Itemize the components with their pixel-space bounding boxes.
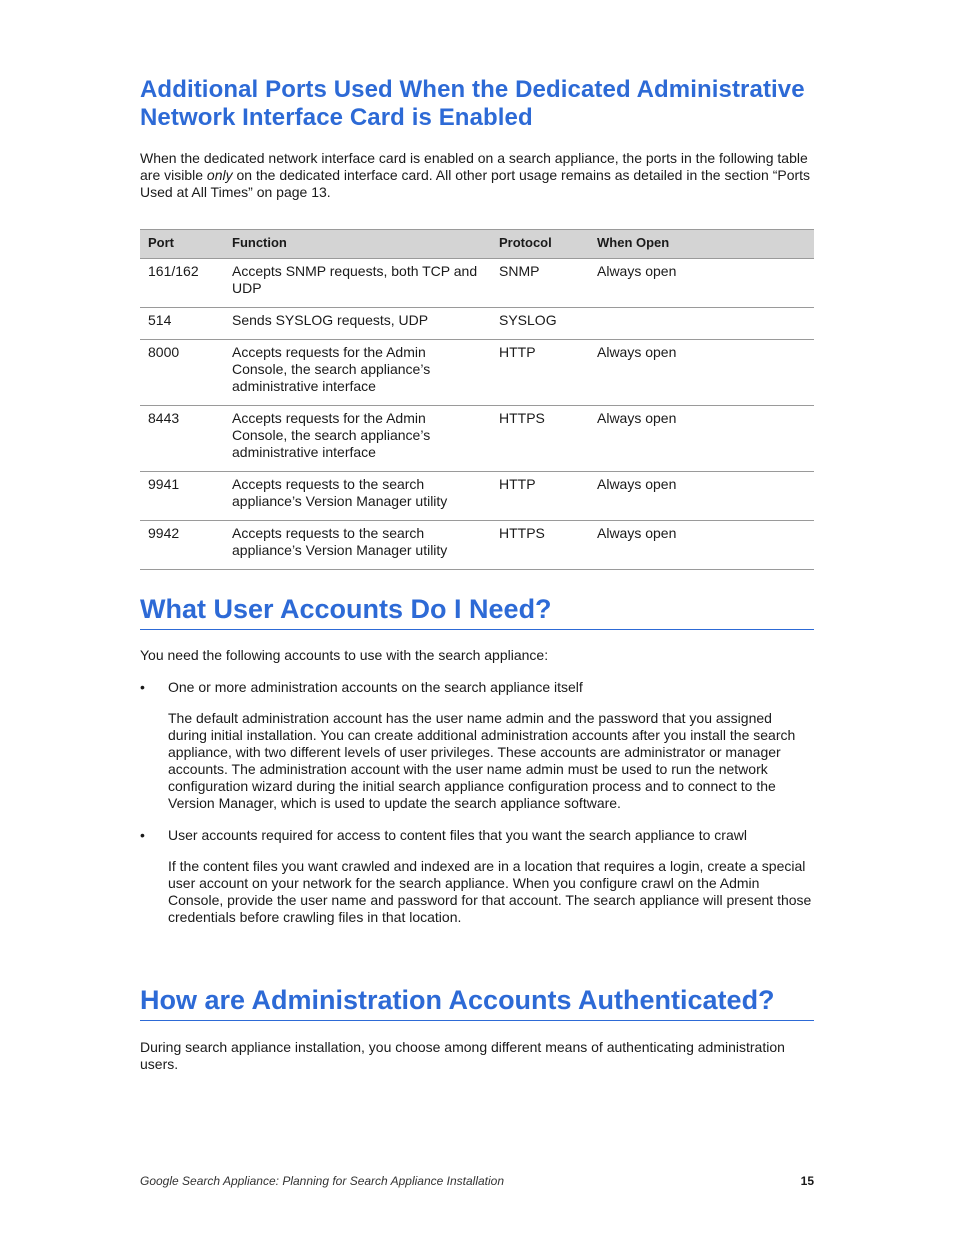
cell-protocol: HTTPS — [491, 521, 589, 570]
table-row — [140, 406, 814, 472]
table-row — [140, 340, 814, 406]
bullet-body-user-accounts: If the content files you want crawled and indexed are in a location that requires a login, create a special user account on your network for the search appliance. When you configure crawl on the Admin Console, provide the user name and password for that account. The search appliance will present those credentials before crawling files in that location. — [168, 858, 812, 925]
cell-when-open: Always open — [589, 406, 814, 472]
footer-page-number: 15 — [800, 1174, 814, 1188]
cell-when-open: Always open — [589, 472, 814, 521]
cell-port: 8443 — [140, 406, 224, 472]
table-row — [140, 521, 814, 570]
table-row — [140, 472, 814, 521]
col-header-when-open: When Open — [589, 230, 814, 259]
cell-function: Accepts requests to the search appliance’s Version Manager utility — [224, 521, 491, 570]
cell-function: Accepts requests for the Admin Console, the search appliance’s administrative interface — [224, 340, 491, 406]
cell-port: 8000 — [140, 340, 224, 406]
cell-port: 514 — [140, 308, 224, 340]
cell-port: 9941 — [140, 472, 224, 521]
cell-when-open: Always open — [589, 340, 814, 406]
bullet-body-admin-accounts: The default administration account has the user name admin and the password that you assigned during initial installation. You can create additional administration accounts after you install the search appliance, with two different levels of user privileges. These accounts are administrator or manager accounts. The administration account with the user name admin must be used to run the network configuration wizard during the initial search appliance configuration process and to connect to the Version Manager, which is used to update the search appliance software. — [168, 710, 796, 811]
bullet-icon: • — [140, 679, 145, 695]
section-heading-authentication — [140, 984, 814, 1021]
cell-when-open — [589, 308, 814, 340]
ports-table — [140, 229, 814, 570]
section-heading-user-accounts — [140, 593, 814, 630]
bullet-icon: • — [140, 827, 145, 843]
cell-port: 161/162 — [140, 259, 224, 308]
cell-when-open: Always open — [589, 259, 814, 308]
cell-port: 9942 — [140, 521, 224, 570]
cell-protocol: HTTP — [491, 472, 589, 521]
user-accounts-intro: You need the following accounts to use with the search appliance: — [140, 647, 549, 663]
cell-function: Accepts requests for the Admin Console, the search appliance’s administrative interface — [224, 406, 491, 472]
emphasis-only: only — [206, 167, 233, 183]
table-row — [140, 308, 814, 340]
cell-when-open: Always open — [589, 521, 814, 570]
heading-line-2: Network Interface Card is Enabled — [140, 104, 533, 131]
table-row — [140, 259, 814, 308]
ports-intro-paragraph: When the dedicated network interface card is enabled on a search appliance, the ports in the following table are visible only on the dedicated interface card. All other port usage remains as detailed in the section “Ports Used at All Times” on page 13. — [140, 150, 811, 200]
table-header-row — [140, 230, 814, 259]
cell-function: Sends SYSLOG requests, UDP — [224, 308, 491, 340]
bullet-title: One or more administration accounts on the search appliance itself — [168, 679, 583, 695]
bullet-item-admin-accounts — [140, 679, 814, 696]
cell-function: Accepts requests to the search appliance’s Version Manager utility — [224, 472, 491, 521]
cell-function: Accepts SNMP requests, both TCP and UDP — [224, 259, 491, 308]
cell-protocol: SYSLOG — [491, 308, 589, 340]
heading-authentication: How are Administration Accounts Authenticated? — [140, 984, 814, 1021]
authentication-intro: During search appliance installation, you choose among different means of authenticating administration users. — [140, 1039, 785, 1072]
bullet-title: User accounts required for access to content files that you want the search appliance to crawl — [168, 827, 747, 843]
heading-line-1: Additional Ports Used When the Dedicated Administrative — [140, 76, 805, 103]
cell-protocol: HTTP — [491, 340, 589, 406]
page-footer — [140, 1174, 814, 1189]
footer-document-title: Google Search Appliance: Planning for Search Appliance Installation — [140, 1174, 505, 1188]
bullet-item-user-accounts — [140, 827, 814, 844]
heading-user-accounts: What User Accounts Do I Need? — [140, 593, 814, 630]
cell-protocol: HTTPS — [491, 406, 589, 472]
section-heading-additional-ports — [140, 76, 814, 132]
col-header-protocol: Protocol — [491, 230, 589, 259]
col-header-port: Port — [140, 230, 224, 259]
cell-protocol: SNMP — [491, 259, 589, 308]
col-header-function: Function — [224, 230, 491, 259]
